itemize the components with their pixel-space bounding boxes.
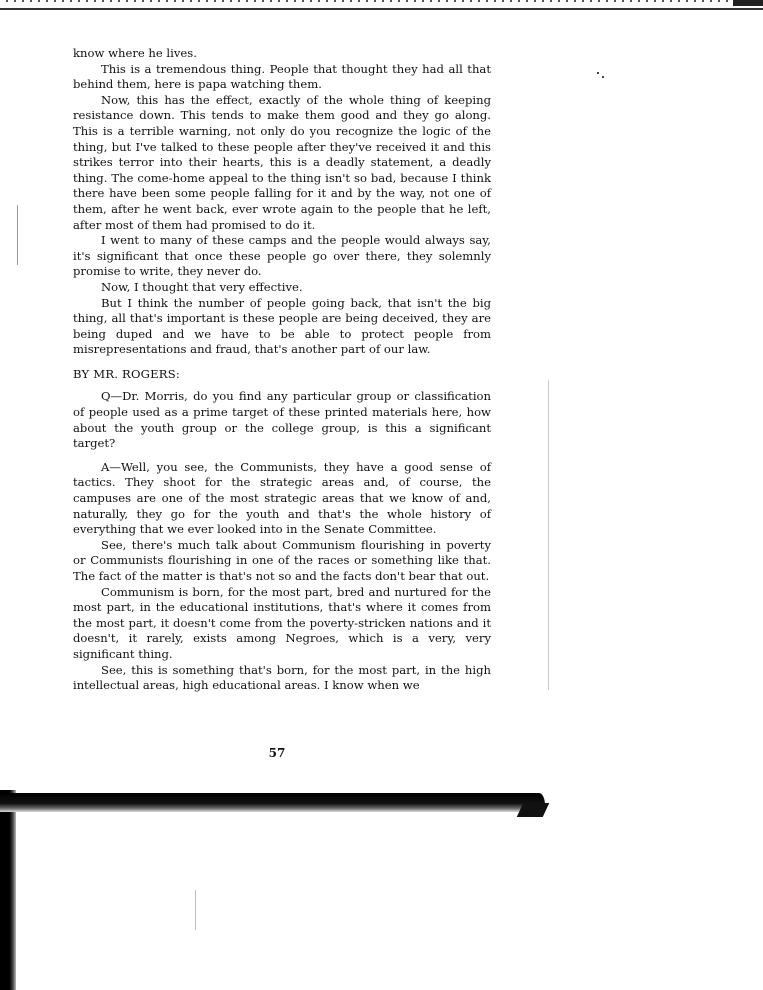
paragraph: See, this is something that's born, for the most part, in the high intellectual areas, high educational areas. I know when we [73,662,491,693]
top-edge-mark [733,0,763,6]
paragraph: Communism is born, for the most part, bred and nurtured for the most part, in the educational institutions, that's where it comes from the most part, it doesn't come from the poverty-stricken nations and it doesn't, it rarely, exists among Negroes, which is a very, very significant thing. [73,584,491,661]
answer-paragraph: A—Well, you see, the Communists, they have a good sense of tactics. They shoot for the strategic areas and, of course, the campuses are one of the most strategic areas that we know of and, naturally, they go for the youth and that's the whole history of everything that we ever looked into in the Senate Committee. [73,459,491,537]
top-edge-rule [0,0,763,10]
section-heading: BY MR. ROGERS: [73,366,180,381]
paragraph: Now, this has the effect, exactly of the whole thing of keeping resistance down. This tends to make them good and they go along. This is a terrible warning, not only do you recognize the logic of the thing, but I've talked to these people after they've received it and this strikes terror into their hearts, this is a deadly statement, a deadly thing. The come-home appeal to the thing isn't so bad, because I think there have been some people falling for it and by the way, not one of them, after he went back, ever wrote again to the people that he left, after most of them had promised to do it. [73,92,491,232]
page-body-text [73,46,491,694]
scan-speck [602,76,604,78]
paragraph: This is a tremendous thing. People that thought they had all that behind them, here is papa watching them. [73,61,491,92]
scan-artifact-line [548,380,549,690]
paragraph: See, there's much talk about Communism flourishing in poverty or Communists flourishing in one of the races or something like that. The fact of the matter is that's not so and the facts don't bear that out. [73,537,491,583]
paragraph: But I think the number of people going back, that isn't the big thing, all that's important is these people are being deceived, they are being duped and we have to be able to protect people from misrepresentations and fraud, that's another part of our law. [73,295,491,357]
binding-shadow-left [0,790,16,990]
scan-speck [597,72,599,74]
scan-artifact-line [17,205,18,265]
binding-shadow-bar [0,793,545,812]
scan-artifact-line [195,890,196,930]
page-number: 57 [268,746,286,760]
paragraph: know where he lives. [73,46,197,60]
paragraph: I went to many of these camps and the people would always say, it's significant that once these people go over there, they solemnly promise to write, they never do. [73,233,491,279]
paragraph: Now, I thought that very effective. [101,279,303,294]
question-paragraph: Q—Dr. Morris, do you find any particular group or classification of people used as a prime target of these printed materials here, how about the youth group or the college group, is this a significant target? [73,389,491,451]
binding-shadow-tip [517,803,550,817]
